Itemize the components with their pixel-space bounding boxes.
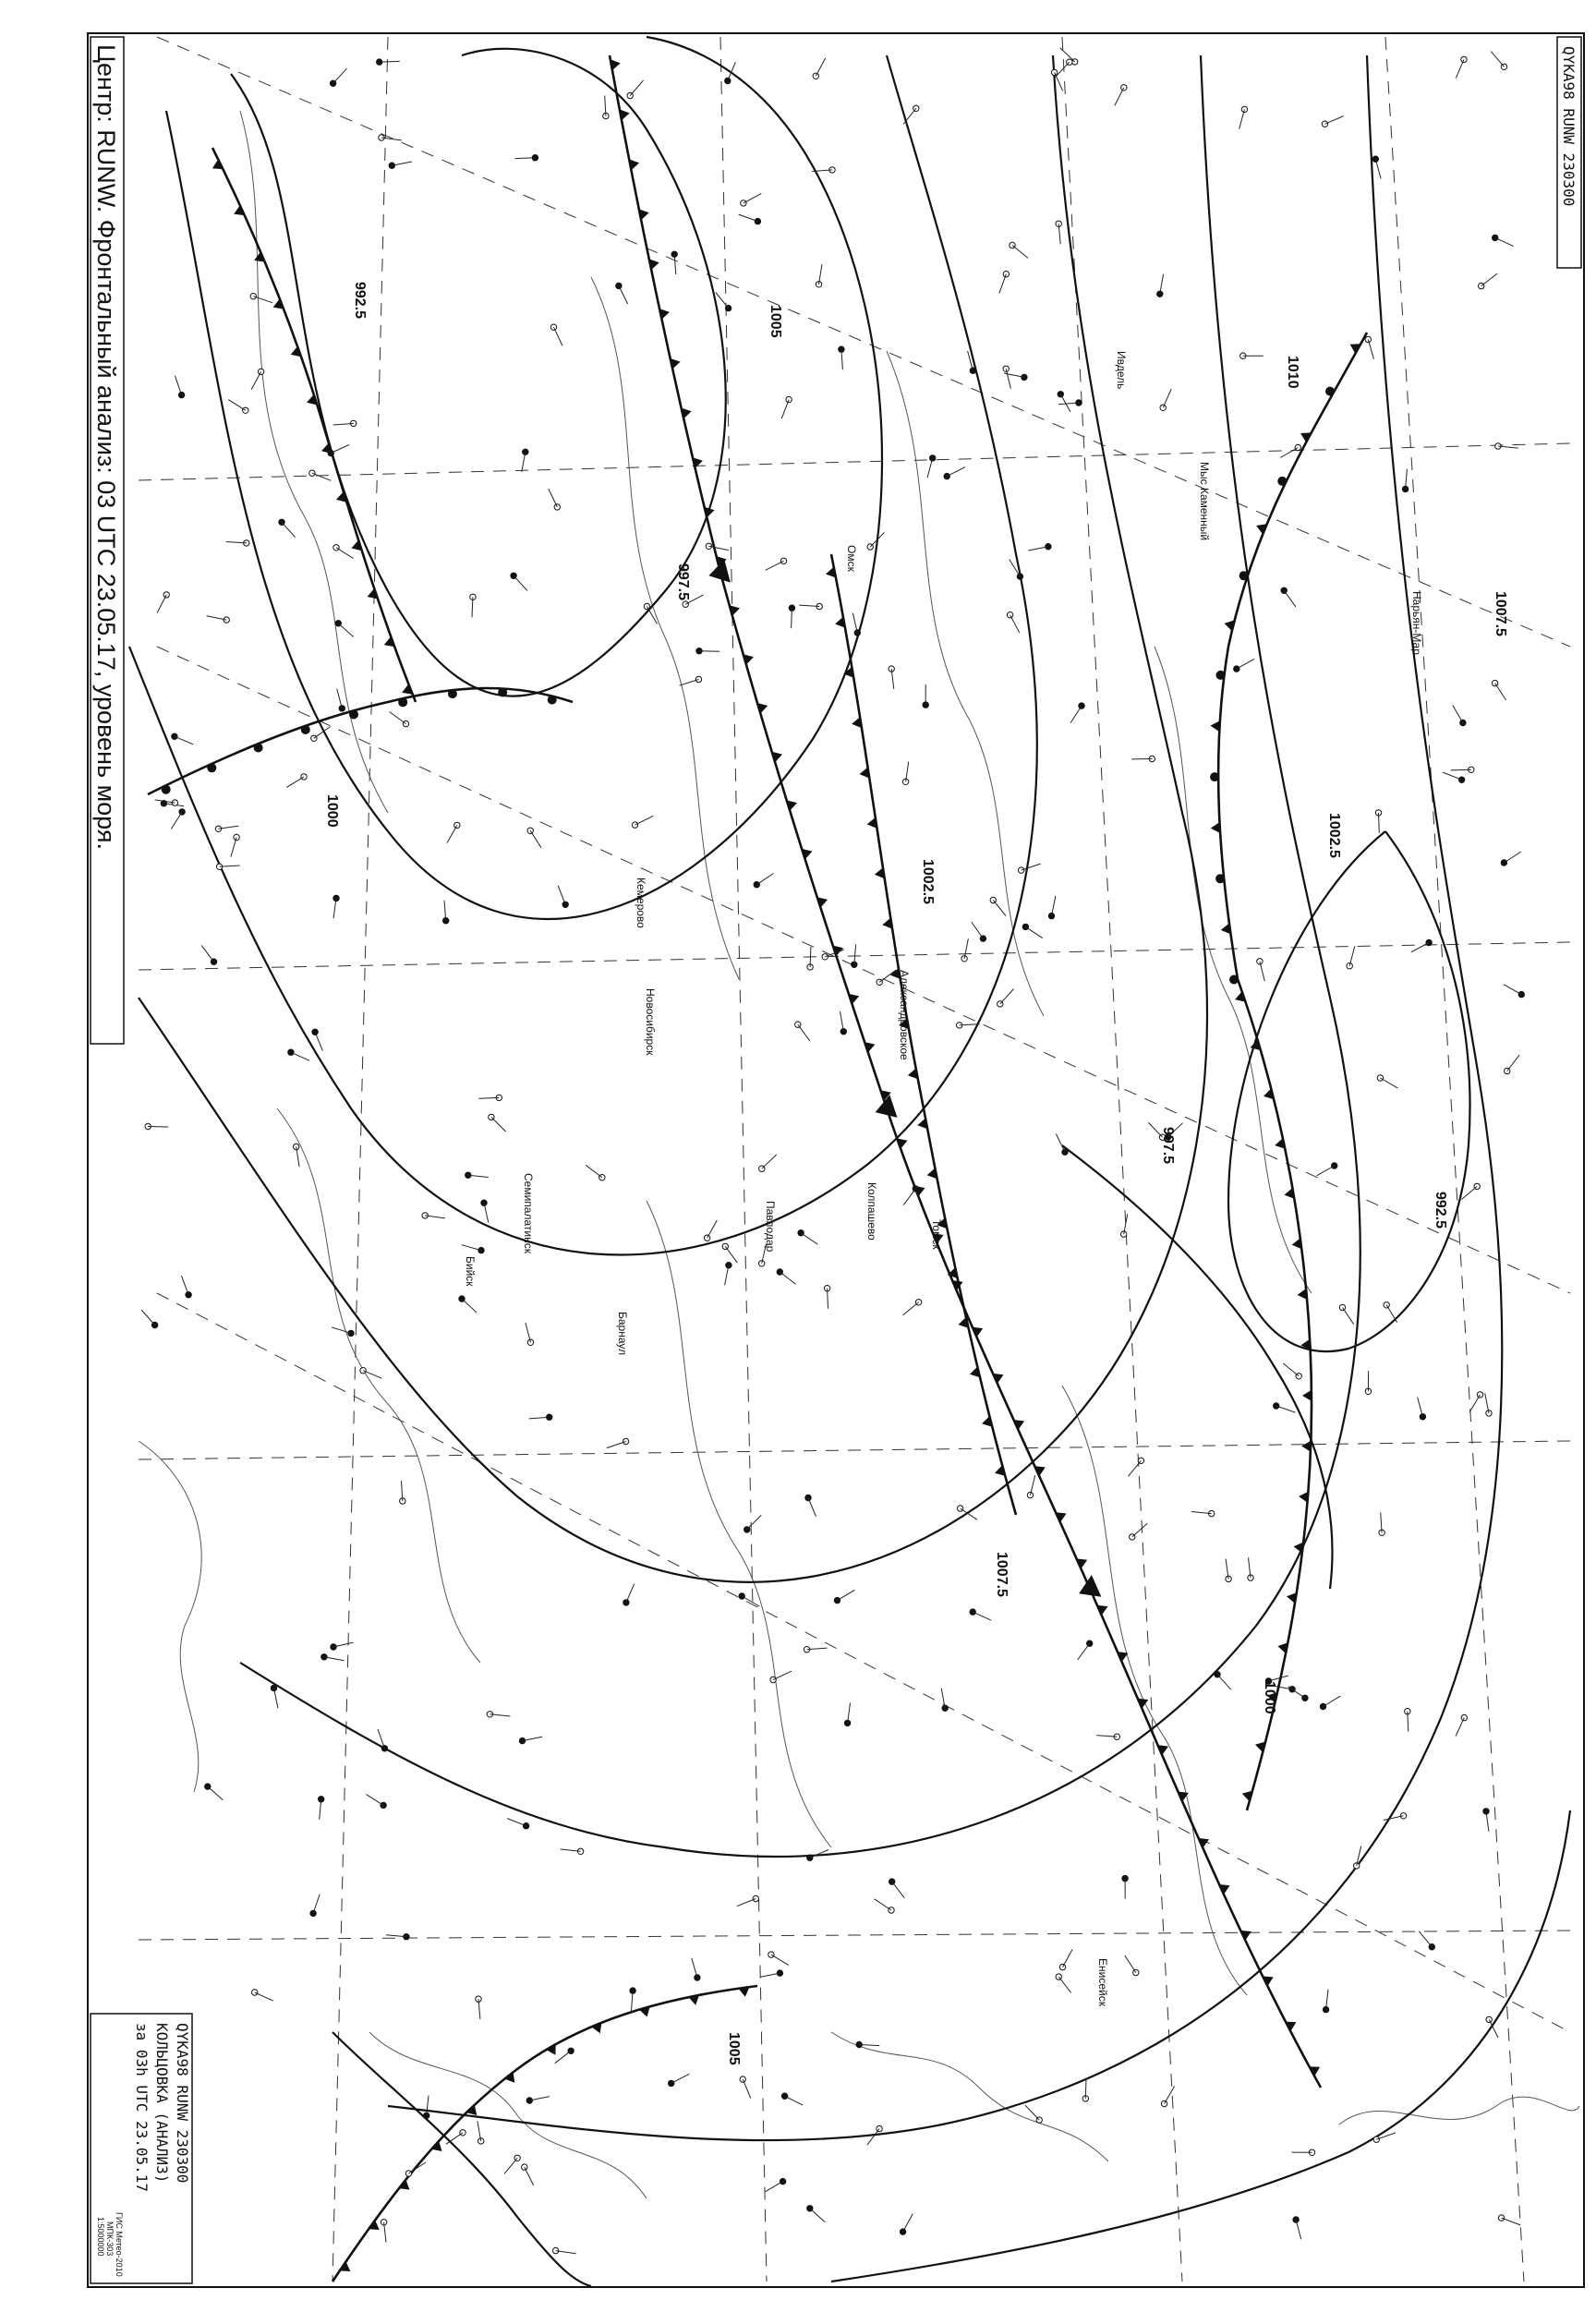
wind-barb — [447, 825, 457, 842]
wind-barb — [1375, 159, 1381, 178]
wind-barb — [336, 548, 354, 559]
station-name: Енисейск — [1096, 1958, 1109, 2006]
isobar-south-high — [332, 2032, 591, 2286]
wind-barb — [626, 1584, 635, 1603]
wind-barb — [1485, 1393, 1489, 1413]
wind-barb — [274, 1689, 278, 1709]
wind-barb — [255, 1992, 273, 2001]
wind-barb — [1239, 109, 1245, 128]
wind-barb — [903, 1189, 915, 1205]
wind-barb — [1115, 88, 1124, 106]
wind-barb — [725, 1246, 737, 1263]
warm-front-semicircle — [207, 763, 216, 772]
station-name: Новосибирск — [644, 988, 657, 1056]
wind-barb — [1324, 1696, 1341, 1706]
wind-barb — [1078, 1643, 1090, 1660]
wind-barb — [739, 214, 758, 222]
wind-barb — [1125, 1955, 1136, 1972]
isobar-label: 992.5 — [1433, 1192, 1448, 1229]
title-band — [91, 37, 124, 1044]
wind-barb — [808, 1498, 816, 1517]
wind-barb — [1491, 52, 1504, 67]
wind-barb — [333, 1642, 354, 1647]
wind-barb — [526, 1323, 531, 1342]
station-dot — [1302, 1695, 1308, 1701]
wind-barb — [530, 830, 541, 848]
warm-front-semicircle — [349, 710, 358, 720]
wind-barb — [555, 2051, 571, 2063]
wind-barb — [525, 2167, 534, 2185]
wind-barb — [1507, 1055, 1519, 1071]
warm-front-semicircle — [448, 689, 457, 698]
wind-barb — [1028, 547, 1048, 551]
wind-barb — [141, 1310, 155, 1326]
wind-barb — [201, 946, 213, 962]
wind-barb — [1343, 1308, 1354, 1325]
wind-barb — [253, 297, 272, 303]
wind-barb — [1022, 864, 1041, 870]
wind-barb — [315, 1032, 322, 1050]
wind-barb — [558, 886, 565, 905]
wind-barb — [514, 575, 527, 590]
cold-front-triangle — [1298, 1289, 1308, 1300]
warm-front-semicircle — [1229, 975, 1239, 985]
station-dot — [1017, 574, 1022, 579]
cold-front-triangle — [1211, 822, 1220, 833]
wind-barb — [810, 2209, 825, 2222]
wind-barb — [867, 2129, 879, 2146]
cold-front-main — [610, 55, 1321, 2088]
wind-barb — [338, 623, 353, 637]
wind-barb — [773, 1671, 792, 1679]
chart-code: QYKA98 RUNW 230300 — [1560, 46, 1578, 207]
wind-barb — [380, 61, 400, 62]
wind-barb — [324, 1657, 345, 1661]
wind-barb — [148, 1127, 168, 1128]
station-name: Павлодар — [764, 1201, 777, 1253]
warm-front-semicircle — [254, 744, 263, 753]
wind-barb — [708, 546, 729, 550]
isobar-inner-low — [1228, 831, 1470, 1351]
wind-barb — [680, 680, 699, 686]
wind-barb — [1411, 943, 1429, 952]
wind-barb — [1260, 962, 1264, 981]
station-dot — [834, 1597, 840, 1603]
info-box — [91, 2014, 192, 2283]
wind-barb — [1325, 116, 1344, 125]
isobar-label: 1007.5 — [1493, 591, 1508, 636]
wind-barb — [961, 1508, 977, 1519]
wind-barb — [903, 1302, 919, 1315]
station-dot — [616, 283, 622, 288]
info-line-2: КОЛЬЦОВКА (АНАЛИЗ) — [153, 2023, 171, 2184]
front-northwest — [212, 148, 416, 702]
wind-barb — [231, 838, 236, 857]
wind-barb — [707, 1220, 718, 1238]
wind-barb — [875, 1899, 891, 1910]
warm-front-semicircle — [301, 725, 310, 734]
wind-barb — [462, 1245, 481, 1251]
wind-barb — [586, 1165, 602, 1177]
wind-barb — [523, 1737, 543, 1740]
station-dot — [478, 1247, 484, 1253]
isobar-label: 1000 — [324, 794, 340, 828]
wind-barb — [313, 1894, 320, 1914]
isobar-label: 1010 — [1285, 356, 1300, 389]
wind-barb — [1384, 1816, 1404, 1821]
wind-barb — [1418, 1398, 1423, 1417]
station-dot — [1458, 777, 1464, 782]
warm-front-semicircle — [1277, 477, 1287, 486]
cold-front-triangle — [867, 817, 877, 829]
wind-barb — [529, 2097, 550, 2100]
wind-barb — [1456, 1718, 1464, 1737]
cold-front-triangle — [1294, 1543, 1304, 1554]
wind-barb — [816, 58, 825, 76]
wind-barb — [607, 1442, 626, 1448]
wind-barb — [993, 901, 1006, 916]
fronts — [148, 55, 1367, 2282]
front-central — [831, 554, 1016, 1515]
isobar-1005 — [240, 55, 1360, 1857]
wind-barb — [1317, 1166, 1335, 1176]
wind-barb — [446, 2133, 463, 2145]
wind-barb — [785, 2096, 804, 2105]
station-dot — [310, 1910, 316, 1916]
wind-barb — [331, 444, 349, 453]
wind-barb — [1056, 1134, 1065, 1153]
wind-barb — [522, 452, 526, 472]
station-name: Томск — [930, 1219, 943, 1250]
wind-barb — [312, 473, 331, 480]
cold-front-triangle — [1302, 1390, 1312, 1401]
isobar-1000 — [129, 55, 1037, 1254]
wind-barb — [1056, 62, 1070, 77]
wind-barb — [554, 327, 562, 345]
code-band — [1557, 37, 1581, 268]
wind-barb — [1006, 369, 1010, 388]
wind-barb — [175, 376, 182, 395]
isobar-1007-5 — [388, 55, 1502, 2140]
warm-front-semicircle — [548, 696, 557, 705]
wind-barb — [484, 1203, 489, 1222]
isobar-992-5 — [231, 49, 726, 696]
wind-barb — [157, 595, 166, 613]
station-dot — [1003, 272, 1009, 277]
wind-barb — [1456, 59, 1464, 78]
wind-barb — [1469, 1395, 1480, 1412]
cold-front-triangle — [1221, 924, 1231, 935]
wind-barb — [390, 712, 406, 724]
info-credit-3: 1:5000000 — [96, 2217, 105, 2257]
cold-front-triangle — [860, 768, 870, 779]
wind-barb — [619, 285, 628, 304]
wind-barb — [367, 1795, 384, 1806]
wind-barb — [852, 613, 857, 633]
wind-barb — [1129, 1460, 1142, 1476]
info-credit-2: МПК-303 — [105, 2221, 115, 2257]
wind-barb — [207, 616, 227, 620]
cold-front-triangle — [1301, 1441, 1311, 1452]
wind-barb — [1000, 989, 1014, 1004]
station-dot — [348, 1330, 354, 1336]
station-name: Бийск — [464, 1256, 477, 1287]
wind-barb — [1237, 659, 1254, 669]
station-dot — [623, 1600, 629, 1605]
isobar-label: 1002.5 — [1326, 813, 1342, 858]
station-name: Нарьян-Мар — [1410, 591, 1423, 655]
wind-barb — [228, 400, 246, 411]
wind-barb — [282, 522, 296, 537]
wind-barb — [840, 1011, 844, 1032]
wind-barb — [1031, 1475, 1035, 1495]
station-dot — [1241, 106, 1247, 112]
warm-front-semicircle — [398, 697, 407, 707]
wind-barb — [1419, 1931, 1432, 1947]
map-title: Центр: RUNW. Фронтальный анализ: 03 UTC 23.05.17, уровень моря. — [92, 44, 120, 851]
info-line-1: QYKA98 RUNW 230300 — [174, 2023, 191, 2184]
station-plots — [141, 48, 1524, 2254]
isobar-label: 992.5 — [352, 282, 368, 320]
station-dot — [360, 1368, 366, 1374]
wind-barb — [1443, 772, 1461, 780]
isobar-label: 1005 — [768, 305, 783, 338]
wind-barb — [771, 1955, 789, 1965]
wind-barb — [781, 400, 789, 419]
wind-barb — [1163, 389, 1171, 407]
wind-barb — [286, 777, 304, 788]
wind-barb — [1504, 985, 1521, 995]
warm-front-semicircle — [498, 688, 507, 697]
wind-barb — [892, 1882, 904, 1898]
wind-barb — [742, 1596, 759, 1606]
wind-barb — [630, 80, 643, 96]
wind-barb — [692, 1958, 697, 1978]
wind-barb — [1368, 340, 1373, 359]
wind-barb — [903, 2214, 913, 2232]
wind-barb — [1453, 706, 1463, 723]
isobar-label: 1007.5 — [994, 1552, 1010, 1597]
wind-barb — [999, 274, 1007, 294]
wind-barb — [760, 1973, 780, 1977]
station-dot — [1518, 991, 1524, 997]
wind-barb — [973, 1612, 991, 1620]
station-dot — [288, 1049, 294, 1055]
wind-barb — [635, 816, 654, 825]
isobar-label: 997.5 — [1160, 1127, 1176, 1165]
wind-barb — [744, 193, 761, 203]
wind-barb — [725, 1265, 729, 1286]
wind-barb — [208, 1786, 224, 1800]
wind-barb — [1284, 590, 1296, 607]
station-name: Колпашево — [865, 1182, 878, 1241]
wind-barb — [801, 1233, 817, 1244]
wind-barb — [1504, 852, 1521, 863]
wind-barb — [1296, 2220, 1301, 2239]
cold-front-triangle — [739, 1987, 750, 1997]
wind-barb — [927, 458, 933, 478]
wind-barb — [762, 1155, 777, 1168]
wind-barb — [1025, 926, 1042, 938]
isobar-east — [1062, 1145, 1333, 1589]
station-name: Ивдель — [1115, 351, 1128, 390]
wind-barb — [964, 938, 968, 959]
wind-barb — [1025, 2105, 1039, 2120]
station-dot — [980, 936, 985, 941]
occluded-front-north — [1218, 333, 1367, 979]
info-line-3: за 03h UTC 23.05.17 — [133, 2023, 151, 2193]
wind-barb — [737, 1899, 756, 1907]
wind-barb — [1085, 2078, 1086, 2099]
warm-front-semicircle — [1239, 571, 1249, 580]
wind-barb — [838, 1590, 855, 1600]
wind-barb — [1283, 1363, 1299, 1376]
isobar-label: 1000 — [1262, 1681, 1277, 1714]
wind-barb — [1461, 1186, 1477, 1199]
wind-barb — [1481, 273, 1497, 286]
warm-front-west — [148, 688, 573, 794]
wind-barb — [1502, 2218, 1521, 2225]
wind-barb — [392, 162, 412, 165]
wind-barb — [716, 293, 729, 309]
isobar-label: 1005 — [726, 2032, 742, 2065]
wind-barb — [747, 1515, 762, 1530]
cold-front-triangle — [882, 918, 892, 929]
station-name: Кемерово — [635, 878, 647, 928]
station-dot — [381, 1802, 386, 1808]
wind-barb — [504, 2158, 517, 2173]
wind-barb — [1380, 1078, 1397, 1088]
wind-barb — [1070, 706, 1082, 723]
station-name: Семипалатинск — [522, 1173, 535, 1253]
wind-barb — [291, 1052, 309, 1060]
wind-barb — [972, 922, 984, 938]
station-dot — [786, 396, 792, 402]
wind-barb — [743, 2079, 751, 2098]
wind-barb — [1052, 896, 1056, 916]
wind-barb — [1217, 1675, 1231, 1689]
wind-barb — [1276, 1406, 1296, 1412]
wind-barb — [947, 467, 965, 477]
wind-barb — [1451, 769, 1471, 770]
warm-front-semicircle — [162, 785, 171, 794]
wind-barb — [1495, 684, 1506, 700]
wind-barb — [1280, 448, 1298, 458]
wind-barb — [798, 1024, 810, 1041]
wind-barb — [766, 561, 784, 570]
wind-barb — [1058, 1977, 1070, 1992]
wind-barb — [671, 2074, 690, 2083]
wind-barb — [251, 371, 261, 389]
warm-front-semicircle — [1210, 772, 1219, 781]
station-dot — [970, 368, 975, 373]
station-dot — [1027, 1492, 1033, 1497]
wind-barb — [337, 689, 343, 708]
wind-barb — [941, 1689, 945, 1709]
station-dot — [1460, 720, 1466, 725]
wind-barb — [1386, 1305, 1396, 1323]
wind-barb — [332, 1327, 351, 1334]
isobar-labels — [324, 282, 1508, 2065]
station-name: Барнаул — [616, 1312, 629, 1356]
station-dot — [1354, 1863, 1360, 1869]
station-name: Мыс Каменный — [1198, 462, 1211, 541]
station-name: Омск — [845, 545, 858, 572]
station-dot — [309, 470, 315, 476]
isobar-1002-5 — [139, 55, 1207, 1582]
wind-barb — [478, 2121, 481, 2141]
cold-front-triangle — [1287, 1592, 1297, 1604]
wind-barb — [171, 812, 182, 829]
cold-front-triangle — [875, 867, 885, 878]
wind-barb — [1012, 246, 1028, 259]
wind-barb — [1063, 1949, 1073, 1967]
wind-barb — [181, 1276, 188, 1295]
station-dot — [312, 1029, 318, 1035]
station-dot — [258, 369, 263, 374]
wind-barb — [1010, 615, 1020, 634]
wind-barb — [1160, 274, 1164, 295]
wind-barb — [175, 736, 193, 744]
info-credit-1: ГИС Метео-2010 — [115, 2212, 124, 2277]
isobar-label: 1002.5 — [920, 859, 936, 904]
cold-front-triangle — [1292, 1238, 1302, 1249]
station-dot — [930, 455, 936, 461]
cold-front-triangle — [1299, 1492, 1308, 1503]
wind-barb — [1132, 1523, 1147, 1537]
wind-barb — [699, 651, 719, 652]
wind-barb — [491, 1117, 506, 1132]
wind-barb — [462, 1299, 477, 1313]
front-south — [332, 1986, 757, 2282]
station-name: Александровское — [898, 970, 911, 1060]
wind-barb — [756, 874, 773, 885]
wind-barb — [333, 68, 347, 83]
wind-barb — [507, 1819, 526, 1826]
wind-barb — [1495, 237, 1514, 246]
station-dot — [1426, 939, 1432, 945]
isobars — [129, 37, 1570, 2286]
warm-front-semicircle — [1215, 874, 1225, 883]
wind-barb — [1349, 946, 1355, 965]
warm-front-semicircle — [1216, 671, 1226, 680]
wind-barb — [766, 2182, 783, 2192]
isobar-label: 997.5 — [675, 563, 691, 601]
station-names — [464, 351, 1423, 2007]
warm-front-semicircle — [1325, 387, 1335, 396]
wind-barb — [819, 264, 823, 284]
wind-barb — [780, 1272, 795, 1284]
cold-front-triangle — [1211, 720, 1220, 732]
station-dot — [1420, 1414, 1425, 1420]
wind-barb — [549, 489, 558, 507]
cold-front-triangle — [852, 717, 862, 728]
